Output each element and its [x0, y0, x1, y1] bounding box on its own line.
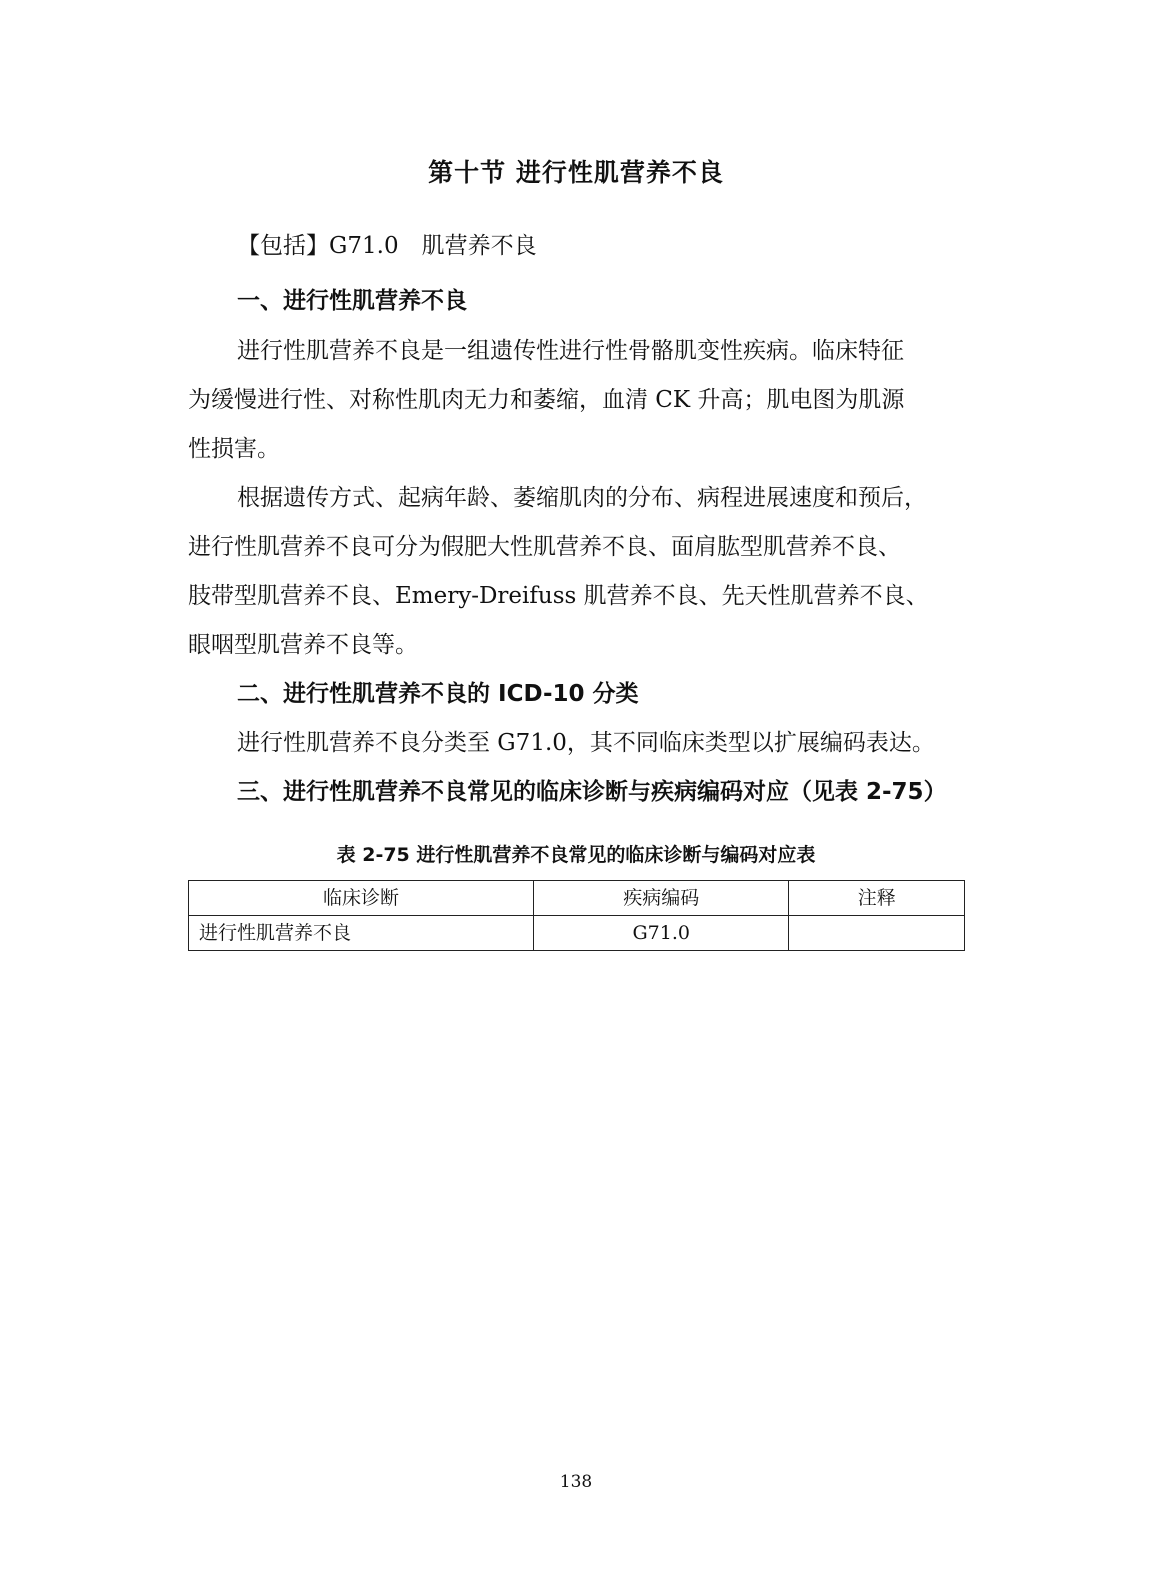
- cell-clinical-diagnosis: 进行性肌营养不良: [189, 916, 534, 951]
- table-caption: 表 2-75 进行性肌营养不良常见的临床诊断与编码对应表: [336, 844, 816, 866]
- header-clinical-diagnosis: 临床诊断: [189, 881, 534, 916]
- table-row: [189, 916, 965, 951]
- header-notes: 注释: [789, 881, 965, 916]
- includes-line: 【包括】G71.0 肌营养不良: [237, 233, 537, 259]
- section-title: 第十节 进行性肌营养不良: [428, 158, 724, 187]
- para1-line3: 性损害。: [188, 436, 280, 462]
- diagnosis-code-table: [188, 880, 965, 951]
- header-disease-code: 疾病编码: [534, 881, 789, 916]
- heading-1: 一、进行性肌营养不良: [237, 288, 467, 314]
- para2-line2: 进行性肌营养不良可分为假肥大性肌营养不良、面肩肱型肌营养不良、: [188, 534, 901, 560]
- para3: 进行性肌营养不良分类至 G71.0，其不同临床类型以扩展编码表达。: [237, 730, 935, 756]
- cell-notes: [789, 916, 965, 951]
- para1-line1: 进行性肌营养不良是一组遗传性进行性骨骼肌变性疾病。临床特征: [237, 338, 904, 364]
- para2-line4: 眼咽型肌营养不良等。: [188, 632, 418, 658]
- cell-disease-code: G71.0: [534, 916, 789, 951]
- para2-line3: 肢带型肌营养不良、Emery-Dreifuss 肌营养不良、先天性肌营养不良、: [188, 583, 929, 609]
- heading-2: 二、进行性肌营养不良的 ICD-10 分类: [237, 681, 639, 707]
- page-number: 138: [559, 1472, 593, 1492]
- table-header-row: [189, 881, 965, 916]
- para2-line1: 根据遗传方式、起病年龄、萎缩肌肉的分布、病程进展速度和预后，: [237, 485, 927, 511]
- para1-line2: 为缓慢进行性、对称性肌肉无力和萎缩，血清 CK 升高；肌电图为肌源: [188, 387, 905, 413]
- heading-3: 三、进行性肌营养不良常见的临床诊断与疾病编码对应（见表 2-75）: [237, 779, 947, 805]
